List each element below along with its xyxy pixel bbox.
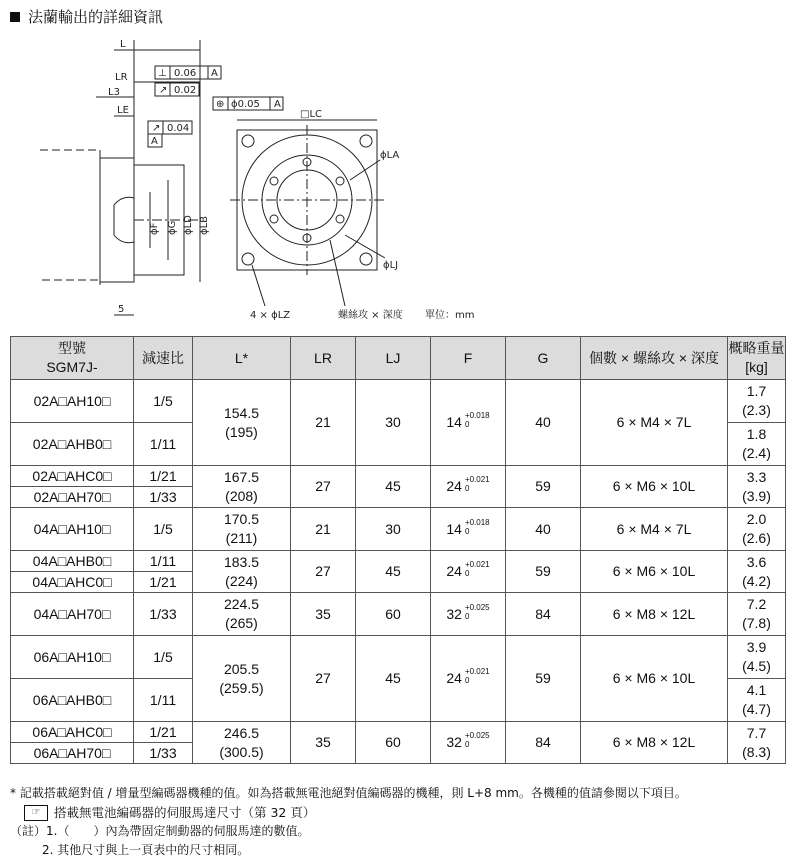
note-1: （註）1.（ ）內為帶固定制動器的伺服馬達的數值。 [10, 824, 310, 838]
G-cell: 40 [506, 508, 581, 551]
mass-cell: 3.3 (3.9) [728, 466, 786, 508]
label-LJ: ϕLJ [383, 260, 399, 271]
header-mass: 概略重量 [kg] [728, 337, 786, 380]
LR-cell: 35 [291, 722, 356, 764]
tol-position-datum: A [274, 99, 281, 110]
ratio-cell: 1/5 [134, 508, 193, 551]
L-cell: 183.5 (224) [193, 551, 291, 593]
G-cell: 59 [506, 551, 581, 593]
ratio-cell: 1/5 [134, 380, 193, 423]
LJ-cell: 30 [356, 508, 431, 551]
table-row [11, 466, 786, 487]
L-cell: 246.5 (300.5) [193, 722, 291, 764]
tap-cell: 6 × M8 × 12L [581, 722, 728, 764]
label-LR: LR [115, 72, 128, 83]
ratio-cell: 1/11 [134, 423, 193, 466]
model-cell: 06A□AH70□ [11, 743, 134, 764]
label-L: L [120, 39, 126, 50]
runout-symbol: ↗ [159, 85, 168, 96]
model-cell: 04A□AHB0□ [11, 551, 134, 572]
F-cell: 24 +0.021 0 [431, 466, 506, 508]
table-row [11, 636, 786, 679]
label-5: 5 [118, 304, 125, 315]
header-G: G [506, 337, 581, 380]
spec-table [10, 336, 786, 764]
model-cell: 02A□AH10□ [11, 380, 134, 423]
mass-cell: 2.0 (2.6) [728, 508, 786, 551]
runout-symbol-2: ↗ [152, 123, 161, 134]
model-cell: 02A□AHB0□ [11, 423, 134, 466]
label-LA: ϕLA [380, 150, 400, 161]
model-cell: 06A□AHC0□ [11, 722, 134, 743]
F-cell: 32 +0.025 0 [431, 593, 506, 636]
table-header-row [11, 337, 786, 380]
LR-cell: 35 [291, 593, 356, 636]
label-LE: LE [117, 105, 129, 116]
F-cell: 32 +0.025 0 [431, 722, 506, 764]
LJ-cell: 45 [356, 636, 431, 722]
label-tap: 螺絲攻 × 深度 [338, 310, 403, 321]
mass-cell: 3.6 (4.2) [728, 551, 786, 593]
G-cell: 40 [506, 380, 581, 466]
ratio-cell: 1/11 [134, 679, 193, 722]
mass-cell: 3.9 (4.5) [728, 636, 786, 679]
dimension-drawing [0, 30, 800, 330]
tap-cell: 6 × M4 × 7L [581, 508, 728, 551]
F-cell: 24 +0.021 0 [431, 551, 506, 593]
tap-cell: 6 × M6 × 10L [581, 466, 728, 508]
LR-cell: 21 [291, 508, 356, 551]
header-LJ: LJ [356, 337, 431, 380]
F-cell: 24 +0.021 0 [431, 636, 506, 722]
model-cell: 06A□AHB0□ [11, 679, 134, 722]
tap-cell: 6 × M6 × 10L [581, 636, 728, 722]
tap-cell: 6 × M6 × 10L [581, 551, 728, 593]
model-cell: 04A□AH10□ [11, 508, 134, 551]
ratio-cell: 1/11 [134, 551, 193, 572]
bullet-square-icon [10, 12, 20, 22]
LR-cell: 27 [291, 466, 356, 508]
tol-position-value: ϕ0.05 [231, 99, 260, 110]
label-LC: □LC [300, 109, 323, 120]
reference-link[interactable] [10, 803, 687, 822]
label-unit: 單位：mm [425, 310, 475, 321]
ratio-cell: 1/33 [134, 487, 193, 508]
header-L: L* [193, 337, 291, 380]
asterisk-note: * 記載搭載絕對值 / 增量型編碼器機種的值。如為搭載無電池絕對值編碼器的機種，則 L+8 mm。各機種的值請參閱以下項目。 [10, 786, 687, 800]
L-cell: 170.5 (211) [193, 508, 291, 551]
ratio-cell: 1/21 [134, 722, 193, 743]
note-2: 2. 其他尺寸與上一頁表中的尺寸相同。 [42, 843, 250, 857]
tap-cell: 6 × M4 × 7L [581, 380, 728, 466]
LJ-cell: 60 [356, 593, 431, 636]
table-row [11, 722, 786, 743]
model-cell: 02A□AHC0□ [11, 466, 134, 487]
table-row [11, 380, 786, 423]
perpendicularity-symbol: ⊥ [158, 68, 167, 79]
page-title-text: 法蘭輸出的詳細資訊 [28, 8, 164, 26]
header-tap: 個數 × 螺絲攻 × 深度 [581, 337, 728, 380]
table-row [11, 508, 786, 551]
label-LB: ϕLB [199, 215, 210, 235]
G-cell: 84 [506, 722, 581, 764]
label-L3: L3 [108, 87, 120, 98]
F-cell: 14 +0.018 0 [431, 508, 506, 551]
LJ-cell: 30 [356, 380, 431, 466]
LJ-cell: 60 [356, 722, 431, 764]
label-LZ: 4 × ϕLZ [250, 310, 291, 321]
reference-text: 搭載無電池編碼器的伺服馬達尺寸（第 32 頁） [54, 805, 316, 820]
model-cell: 06A□AH10□ [11, 636, 134, 679]
mass-cell: 7.2 (7.8) [728, 593, 786, 636]
ratio-cell: 1/33 [134, 593, 193, 636]
tol-runout-value: 0.02 [174, 85, 197, 96]
notes [10, 784, 687, 860]
label-LD: ϕLD [183, 215, 194, 235]
pointing-hand-icon: ☞ [24, 805, 48, 821]
table-row [11, 593, 786, 636]
G-cell: 59 [506, 466, 581, 508]
tol-perp-datum: A [211, 68, 218, 79]
G-cell: 59 [506, 636, 581, 722]
model-cell: 04A□AH70□ [11, 593, 134, 636]
F-cell: 14 +0.018 0 [431, 380, 506, 466]
position-symbol: ⊕ [216, 99, 225, 110]
LR-cell: 27 [291, 551, 356, 593]
LR-cell: 27 [291, 636, 356, 722]
header-F: F [431, 337, 506, 380]
ratio-cell: 1/5 [134, 636, 193, 679]
mass-cell: 1.7 (2.3) [728, 380, 786, 423]
G-cell: 84 [506, 593, 581, 636]
LJ-cell: 45 [356, 466, 431, 508]
front-view [230, 120, 385, 306]
datum-A: A [151, 136, 158, 147]
header-LR: LR [291, 337, 356, 380]
header-ratio: 減速比 [134, 337, 193, 380]
label-G: ϕG [167, 220, 178, 235]
LR-cell: 21 [291, 380, 356, 466]
L-cell: 167.5 (208) [193, 466, 291, 508]
table-row [11, 551, 786, 572]
mass-cell: 7.7 (8.3) [728, 722, 786, 764]
model-cell: 04A□AHC0□ [11, 572, 134, 593]
mass-cell: 4.1 (4.7) [728, 679, 786, 722]
tol-perp-value: 0.06 [174, 68, 197, 79]
L-cell: 205.5 (259.5) [193, 636, 291, 722]
ratio-cell: 1/33 [134, 743, 193, 764]
page-title [10, 6, 163, 27]
L-cell: 224.5 (265) [193, 593, 291, 636]
ratio-cell: 1/21 [134, 572, 193, 593]
mass-cell: 1.8 (2.4) [728, 423, 786, 466]
tap-cell: 6 × M8 × 12L [581, 593, 728, 636]
label-F: ϕF [149, 222, 160, 235]
tol-flange-value: 0.04 [167, 123, 190, 134]
ratio-cell: 1/21 [134, 466, 193, 487]
header-model: 型號 SGM7J- [11, 337, 134, 380]
LJ-cell: 45 [356, 551, 431, 593]
L-cell: 154.5 (195) [193, 380, 291, 466]
model-cell: 02A□AH70□ [11, 487, 134, 508]
